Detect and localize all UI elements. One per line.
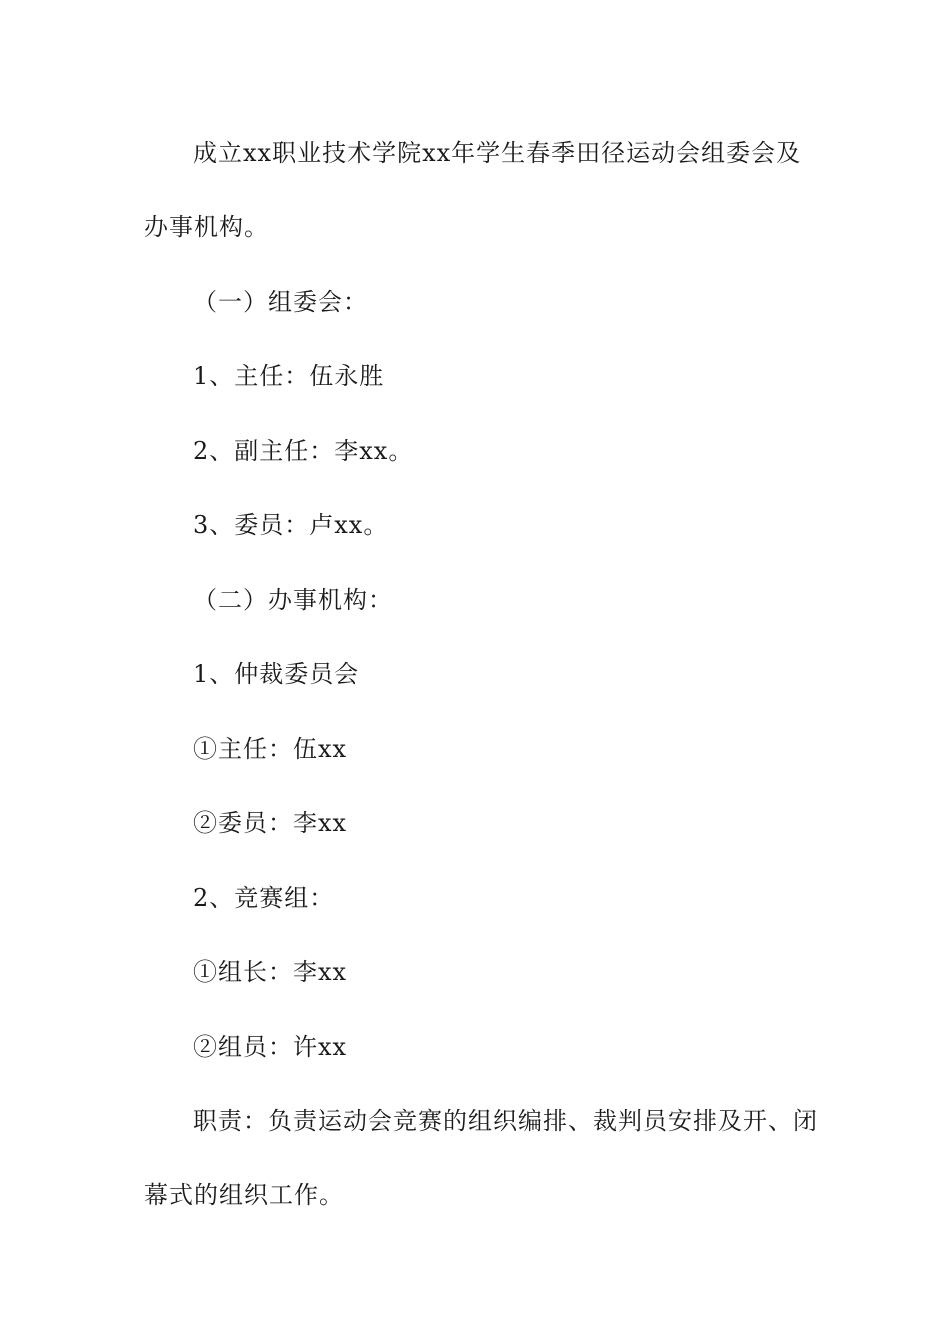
duties-paragraph-line-1: 职责：负责运动会竞赛的组织编排、裁判员安排及开、闭 bbox=[193, 1107, 818, 1135]
section-heading-office: （二）办事机构： bbox=[193, 586, 393, 614]
committee-member: 3、委员：卢xx。 bbox=[193, 511, 389, 539]
competition-group-member: ②组员：许xx bbox=[193, 1033, 348, 1061]
arbitration-director: ①主任：伍xx bbox=[193, 735, 348, 763]
committee-deputy-director: 2、副主任：李xx。 bbox=[193, 437, 414, 465]
arbitration-member: ②委员：李xx bbox=[193, 809, 348, 837]
arbitration-committee-heading: 1、仲裁委员会 bbox=[193, 660, 360, 688]
competition-group-heading: 2、竞赛组： bbox=[193, 884, 335, 912]
committee-director: 1、主任：伍永胜 bbox=[193, 362, 385, 390]
duties-paragraph-line-2: 幕式的组织工作。 bbox=[144, 1181, 344, 1209]
competition-group-leader: ①组长：李xx bbox=[193, 958, 348, 986]
intro-paragraph-line-1: 成立xx职业技术学院xx年学生春季田径运动会组委会及 bbox=[193, 139, 802, 167]
section-heading-committee: （一）组委会： bbox=[193, 288, 368, 316]
intro-paragraph-line-2: 办事机构。 bbox=[144, 213, 269, 241]
